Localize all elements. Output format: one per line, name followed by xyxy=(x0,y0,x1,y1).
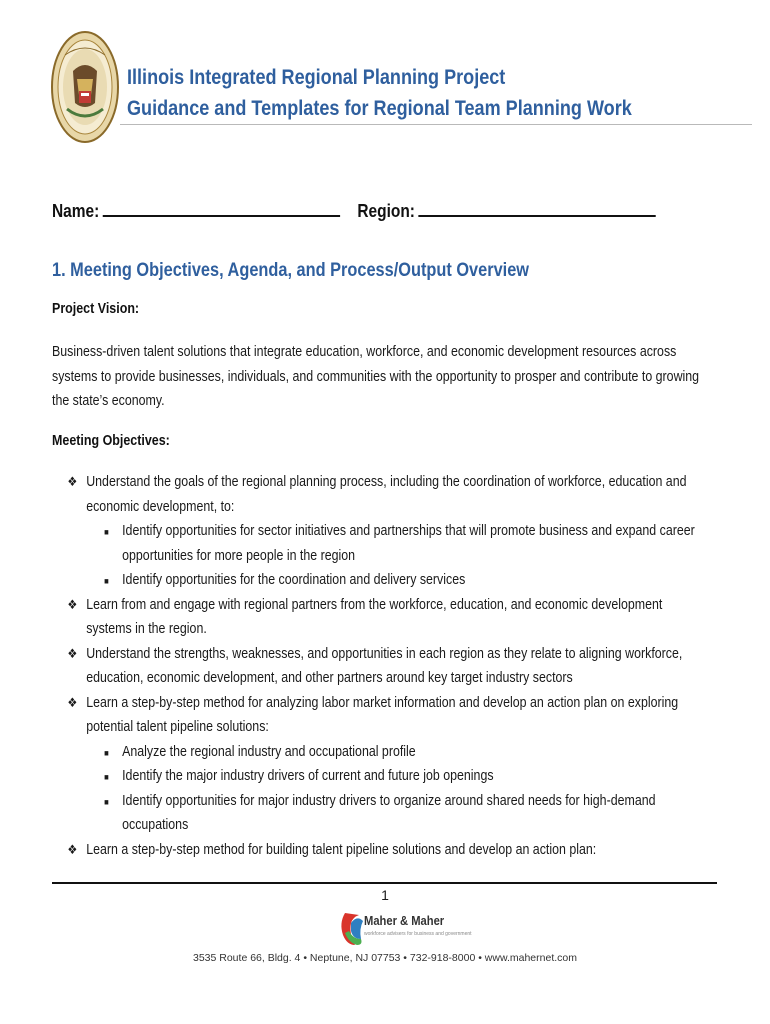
footer-divider xyxy=(52,882,717,884)
list-item xyxy=(52,593,710,642)
list-item-text: Identify opportunities for the coordination and delivery services xyxy=(122,572,466,588)
region-label: Region: xyxy=(357,201,415,221)
section-heading: 1. Meeting Objectives, Agenda, and Process/Output Overview xyxy=(52,260,530,281)
list-item-text: Learn a step-by-step method for building talent pipeline solutions and develop an action plan: xyxy=(86,841,597,858)
list-item xyxy=(52,470,710,519)
list-item xyxy=(52,789,710,838)
square-bullet-icon: ■ xyxy=(104,772,109,782)
region-field-line[interactable] xyxy=(418,201,655,217)
diamond-bullet-icon: ❖ xyxy=(67,645,78,661)
square-bullet-icon: ■ xyxy=(104,576,109,586)
illinois-state-seal xyxy=(51,31,119,143)
list-item xyxy=(52,519,710,568)
diamond-bullet-icon: ❖ xyxy=(67,694,78,710)
list-item xyxy=(52,568,710,593)
list-item xyxy=(52,764,710,789)
diamond-bullet-icon: ❖ xyxy=(67,474,78,489)
list-item xyxy=(52,642,710,691)
list-item-text: Identify the major industry drivers of current and future job openings xyxy=(122,768,494,784)
meeting-objectives-label: Meeting Objectives: xyxy=(52,433,170,449)
name-label: Name: xyxy=(52,201,100,221)
title-line-2: Guidance and Templates for Regional Team Planning Work xyxy=(127,97,632,120)
footer-address: 3535 Route 66, Bldg. 4 • Neptune, NJ 07753 • 732-918-8000 • www.mahernet.com xyxy=(192,952,577,964)
document-title xyxy=(127,62,757,124)
logo-name: Maher & Maher xyxy=(364,913,445,928)
objectives-list xyxy=(52,470,710,862)
name-region-row xyxy=(52,199,637,223)
square-bullet-icon: ■ xyxy=(104,796,109,807)
list-item-text: Analyze the regional industry and occupational profile xyxy=(122,743,416,760)
list-item-text: Learn a step-by-step method for analyzing labor market information and develop an action plan on exploring potential talent pipeline solutions: xyxy=(86,694,679,735)
page-number: 1 xyxy=(381,887,389,903)
project-vision-text: Business-driven talent solutions that integrate education, workforce, and economic development resources across systems to provide businesses, individuals, and communities with the opportunity to prosper and contribute to growing the state’s economy. xyxy=(52,344,700,409)
list-item-text: Understand the strengths, weaknesses, and opportunities in each region as they relate to aligning workforce, education, economic development, and other partners around key target industry sectors xyxy=(86,645,683,686)
title-line-1: Illinois Integrated Regional Planning Project xyxy=(127,66,506,89)
square-bullet-icon: ■ xyxy=(104,527,109,537)
project-vision-label: Project Vision: xyxy=(52,301,140,317)
list-item-text: Identify opportunities for sector initiatives and partnerships that will promote business and expand career opportunities for more people in the region xyxy=(122,523,695,564)
list-item-text: Identify opportunities for major industry drivers to organize around shared needs for high-demand occupations xyxy=(122,792,656,833)
diamond-bullet-icon: ❖ xyxy=(67,841,78,857)
logo-tagline: workforce advisers for business and government xyxy=(364,931,472,937)
list-item xyxy=(52,740,710,765)
square-bullet-icon: ■ xyxy=(104,747,109,758)
list-item-text: Understand the goals of the regional planning process, including the coordination of workforce, education and economic development, to: xyxy=(86,474,687,515)
name-field-line[interactable] xyxy=(103,201,340,217)
title-divider xyxy=(120,124,752,125)
diamond-bullet-icon: ❖ xyxy=(67,596,78,612)
list-item xyxy=(52,838,710,863)
list-item xyxy=(52,691,710,740)
list-item-text: Learn from and engage with regional partners from the workforce, education, and economic development systems in the region. xyxy=(86,596,663,637)
